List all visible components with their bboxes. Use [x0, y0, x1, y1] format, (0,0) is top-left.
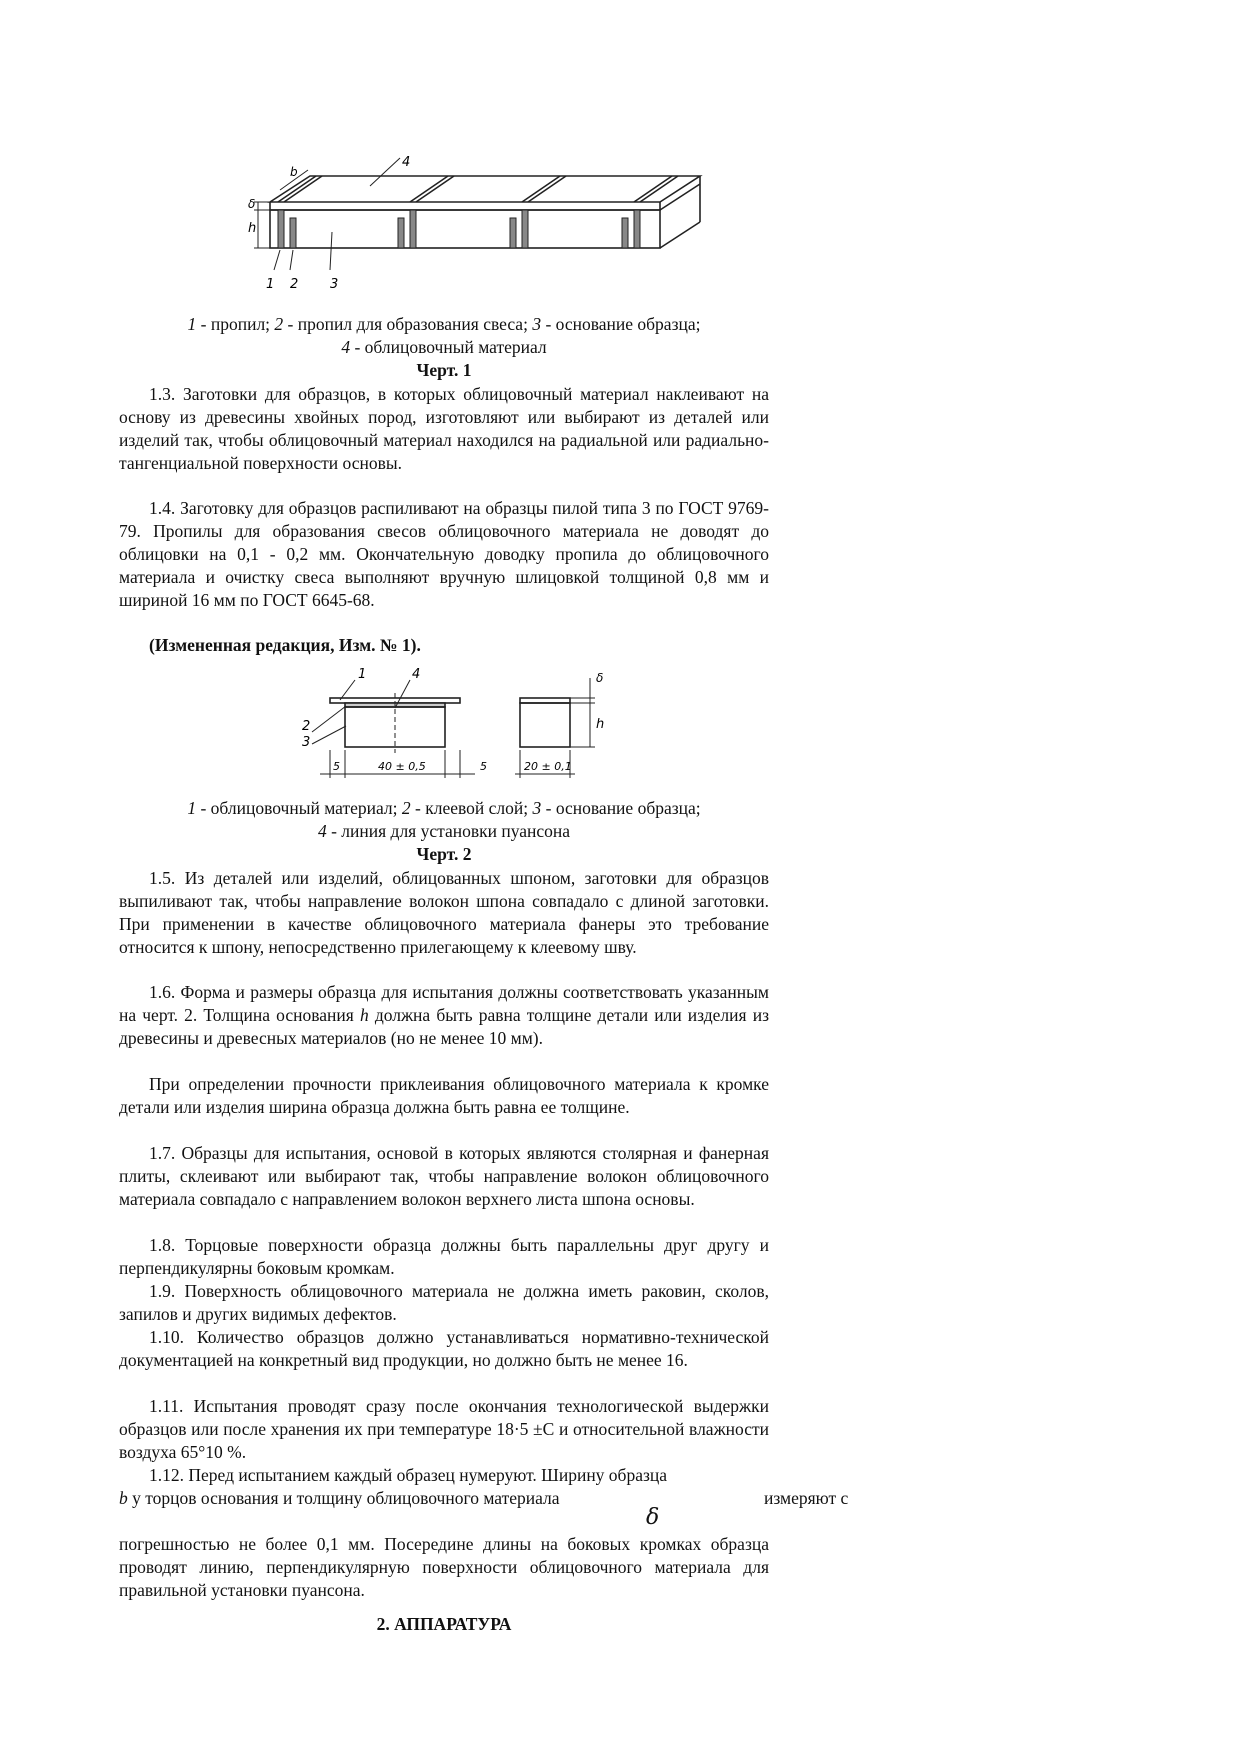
figure-1-caption-line1: 1 - пропил; 2 - пропил для образования свеса; 3 - основание образца; — [187, 314, 701, 334]
section-heading-2: 2. АППАРАТУРА — [376, 1614, 512, 1634]
paragraph-1-3: 1.3. Заготовки для образцов, в которых облицовочный материал наклеивают на основу из древесины хвойных пород, изготовляют или выбирают из деталей или изделий так, чтобы облицовочный материал находился на радиальной или радиально-тангенциальной поверхности основы. — [119, 384, 769, 473]
fig2-dim-5-left: 5 — [333, 760, 340, 773]
fig1-label-2: 2 — [290, 277, 299, 292]
fig1-label-delta: δ — [248, 197, 256, 211]
figure-2-caption-line1: 1 - облицовочный материал; 2 - клеевой слой; 3 - основание образца; — [187, 798, 701, 818]
paragraph-1-5: 1.5. Из деталей или изделий, облицованных шпоном, заготовки для образцов выпиливают так, чтобы направление волокон шпона совпадало с длиной заготовки. При применении в качестве облицовочного материала фанеры это требование относится к шпону, непосредственно прилегающему к клеевому шву. — [119, 868, 769, 957]
fig1-label-h: h — [248, 221, 257, 236]
fig1-label-b: b — [290, 165, 298, 179]
paragraph-1-10: 1.10. Количество образцов должно устанавливаться нормативно-технической документацией на конкретный вид продукции, но должно быть не менее 16. — [119, 1327, 769, 1370]
paragraph-1-7: 1.7. Образцы для испытания, основой в которых являются столярная и фанерная плиты, склеивают или выбирают так, чтобы направление волокон облицовочного материала совпадало с направлением волокон верхнего листа шпона основы. — [119, 1143, 769, 1209]
fig1-label-4: 4 — [402, 155, 411, 170]
amendment-note: (Измененная редакция, Изм. № 1). — [149, 635, 421, 655]
fig2-label-3: 3 — [302, 735, 311, 750]
fig2-dim-20: 20 ± 0,1 — [524, 760, 572, 773]
figure-2-caption-line2: 4 - линия для установки пуансона — [317, 821, 571, 841]
paragraph-1-6: 1.6. Форма и размеры образца для испытания должны соответствовать указанным на черт. 2. Толщина основания h должна быть равна толщине детали или изделия из древесины и древесных материалов (но не менее 10 мм). — [119, 982, 769, 1048]
paragraph-1-9: 1.9. Поверхность облицовочного материала не должна иметь раковин, сколов, запилов и других видимых дефектов. — [119, 1281, 769, 1324]
figure-1-caption-line2: 4 - облицовочный материал — [341, 337, 547, 357]
fig2-dim-5-right: 5 — [480, 760, 487, 773]
fig2-label-delta: δ — [596, 671, 604, 685]
figure-2-drawing — [300, 668, 625, 793]
delta-symbol: δ — [646, 1505, 660, 1530]
figure-1-title: Черт. 1 — [416, 360, 472, 380]
paragraph-1-12-line2: b у торцов основания и толщину облицовочного материала измеряют с — [119, 1488, 849, 1508]
fig2-label-1: 1 — [358, 667, 367, 682]
paragraph-1-8: 1.8. Торцовые поверхности образца должны быть параллельны друг другу и перпендикулярны боковым кромкам. — [119, 1235, 769, 1278]
paragraph-1-6-cont: При определении прочности приклеивания облицовочного материала к кромке детали или изделия ширина образца должна быть равна ее толщине. — [119, 1074, 769, 1117]
paragraph-1-4: 1.4. Заготовку для образцов распиливают на образцы пилой типа 3 по ГОСТ 9769-79. Пропилы для образования свесов облицовочного материала не доводят до облицовки на 0,1 - 0,2 мм. Окончательную доводку пропила до облицовочного материала и очистку свеса выполняют вручную шлицовкой толщиной 0,8 мм и шириной 16 мм по ГОСТ 6645-68. — [119, 498, 769, 610]
paragraph-1-12-line1: 1.12. Перед испытанием каждый образец нумеруют. Ширину образца — [149, 1465, 668, 1485]
fig1-label-3: 3 — [330, 277, 339, 292]
fig2-label-2: 2 — [302, 719, 311, 734]
paragraph-1-11: 1.11. Испытания проводят сразу после окончания технологической выдержки образцов или после хранения их при температуре 18·5 ±С и относительной влажности воздуха 65°10 %. — [119, 1396, 769, 1462]
fig2-label-h: h — [596, 717, 605, 732]
fig2-label-4: 4 — [412, 667, 421, 682]
fig1-label-1: 1 — [266, 277, 275, 292]
figure-1-drawing — [248, 155, 700, 302]
paragraph-1-12-cont: погрешностью не более 0,1 мм. Посередине длины на боковых кромках образца проводят линию, перпендикулярную поверхности облицовочного материала для правильной установки пуансона. — [119, 1534, 769, 1600]
figure-2-title: Черт. 2 — [416, 844, 472, 864]
fig2-dim-40: 40 ± 0,5 — [378, 760, 426, 773]
